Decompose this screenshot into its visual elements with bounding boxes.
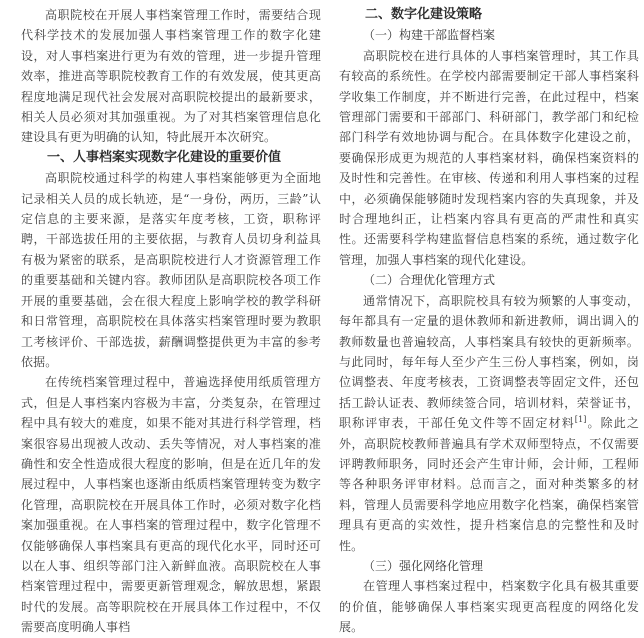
subsection1-heading: （一）构建干部监督档案	[363, 28, 496, 43]
right-column	[339, 0, 639, 635]
section1-paragraph-1: 高职院校通过科学的构建人事档案能够更为全面地记录相关人员的成长轨迹，是“一身份，两历，三龄”认定信息的主要来源，是落实年度考核，工资，职称评聘，干部选拔任用的主要依据，与教育人员切身利益具有极为紧密的联系，是高职院校进行人才资源管理工作的重要基础和关键内容。教师团队是高职院校各项工作开展的重要基础，会在很大程度上影响学校的教学科研和日常管理，高职院校在具体落实档案管理时要为教职工考核评价、干部选拔，薪酬调整提供更为丰富的参考依据。	[21, 171, 321, 369]
reference-marker: [1]	[574, 415, 587, 425]
subsection2-text-part2: 。除此之外，高职院校教师普遍具有学术双师型特点，不仅需要评聘教师职务，同时还会产生审计师，会计师，工程师等各种职务评审材料。总而言之，面对种类繁多的材料，管理人员需要科学地应用数字化档案，确保档案管理具有更高的实效性，提升档案信息的完整性和及时性。	[339, 416, 639, 553]
subsection2-heading: （二）合理优化管理方式	[363, 273, 496, 288]
section1-paragraph-2: 在传统档案管理过程中，普遍选择使用纸质管理方式，但是人事档案内容极为丰富，分类复杂，在管理过程中具有较大的难度，如果不能对其进行科学管理，档案很容易出现被人改动、丢失等情况，对人事档案的准确性和安全性造成很大程度的影响，但是在近几年的发展过程中，人事档案也逐渐由纸质档案管理转变为数字化管理，高职院校在开展具体工作时，必须对数字化档案加强重视。在人事档案的管理过程中，数字化管理不仅能够确保人事档案具有更高的现代化水平，同时还可以在人事、组织等部门注入新鲜血液。高职院校在人事档案管理过程中，需要更新管理观念，解放思想，紧跟时代的发展。高等职院校在开展具体工作过程中，不仅需要高度明确人事档	[21, 375, 321, 635]
intro-paragraph: 高职院校在开展人事档案管理工作时，需要结合现代科学技术的发展加强人事档案管理工作的数字化建设，对人事档案进行更为有效的管理，进一步提升管理效率，推进高等职院校教育工作的有效发展，使其更高程度地满足现代社会发展对高职院校提出的最新要求，相关人员必须对其加强重视。为了对其档案管理信息化建设具有更为明确的认知，特此展开本次研究。	[21, 8, 321, 145]
left-column	[21, 0, 321, 635]
subsection3-heading: （三）强化网络化管理	[363, 558, 484, 573]
subsection1-paragraph: 高职院校在进行具体的人事档案管理时，其工作具有较高的系统性。在学校内部需要制定干部人事档案科学收集工作制度，并不断进行完善，在此过程中，档案管理部门需要和干部部门、科研部门，教学部门和纪检部门科学有效地协调与配合。在具体数字化建设之前，要确保形成更为规范的人事档案材料，确保档案资料的及时性和完善性。在审核、传递和利用人事档案的过程中，必须确保能够随时发现档案内容的失真现象，并及时合理地纠正，让档案内容具有更高的严肃性和真实性。还需要科学构建监督信息档案的系统，通过数字化管理，加强人事档案的现代化建设。	[339, 48, 639, 267]
section2-heading: 二、数字化建设策略	[365, 7, 483, 22]
subsection2-paragraph	[339, 291, 639, 556]
subsection3-paragraph: 在管理人事档案过程中，档案数字化具有极其重要的价值，能够确保人事档案实现更高程度的网络化发展。	[339, 579, 639, 635]
subsection2-text-part1: 通常情况下，高职院校具有较为频繁的人事变动，每年都具有一定量的退休教师和新进教师，调出调入的教师数量也普遍较高，人事档案具有较快的更新频率。与此同时，每年每人至少产生三份人事档案，例如，岗位调整表、年度考核表，工资调整表等固定文件，还包括工龄认证表、教师续签合同，培训材料，荣誉证书，职称评审表，干部任免文件等不固定材料	[339, 293, 639, 431]
section1-heading: 一、人事档案实现数字化建设的重要价值	[47, 149, 282, 165]
